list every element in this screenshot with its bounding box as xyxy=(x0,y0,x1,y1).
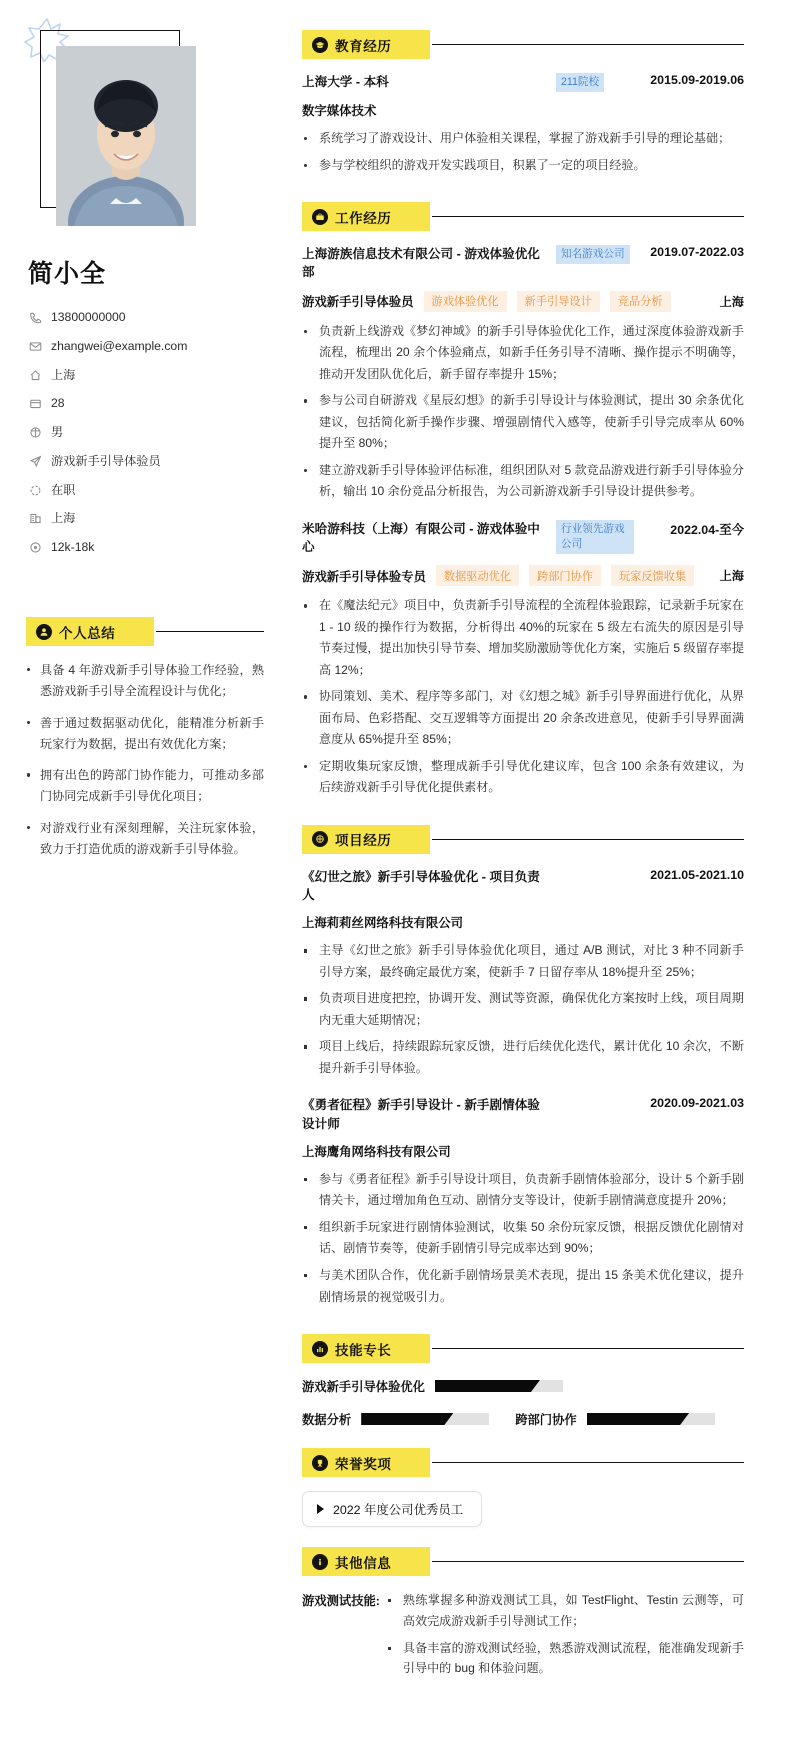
entry-header xyxy=(302,245,744,282)
chart-icon xyxy=(312,1341,328,1357)
contact-value: 上海 xyxy=(51,367,76,382)
honor-list xyxy=(302,1491,744,1527)
list-item: 负责项目进度把控，协调开发、测试等资源，确保优化方案按时上线，项目周期内无重大延期情况； xyxy=(302,988,744,1031)
contact-value: 在职 xyxy=(51,482,76,497)
section-work xyxy=(302,202,744,799)
target-icon xyxy=(28,454,42,468)
skill-progress-fill xyxy=(587,1413,689,1425)
section-header-box xyxy=(302,825,430,854)
work-entry xyxy=(302,245,744,503)
project-company: 上海莉莉丝网络科技有限公司 xyxy=(302,916,464,931)
section-skills xyxy=(302,1334,744,1428)
entry-header xyxy=(302,73,744,92)
summary-list xyxy=(26,660,264,859)
list-item: 组织新手玩家进行剧情体验测试，收集 50 余份玩家反馈，根据反馈优化剧情对话、剧情节奏等，使新手剧情引导完成率达到 90%； xyxy=(302,1217,744,1260)
list-item: 在《魔法纪元》项目中，负责新手引导流程的全流程体验跟踪，记录新手玩家在 1 - 10 级的操作行为数据，分析得出 40%的玩家在 5 级左右流失的原因是引导节奏过慢，提出加快引导节奏、增加奖励激励等优化方案，实施后 5 级留存率提高 12%； xyxy=(302,595,744,681)
project-entry xyxy=(302,868,744,1080)
section-header-other xyxy=(302,1547,744,1576)
list-item: 系统学习了游戏设计、用户体验相关课程，掌握了游戏新手引导的理论基础； xyxy=(302,128,744,150)
list-item: 参与学校组织的游戏开发实践项目，积累了一定的项目经验。 xyxy=(302,155,744,177)
section-title: 项目经历 xyxy=(335,833,392,849)
list-item: 熟练掌握多种游戏测试工具，如 TestFlight、Testin 云测等，可高效完成游戏新手引导测试工作； xyxy=(386,1590,744,1632)
home-icon xyxy=(28,368,42,382)
other-info-row xyxy=(302,1590,744,1685)
skill-item xyxy=(302,1410,489,1428)
skill-tag: 跨部门协作 xyxy=(529,565,601,586)
contact-phone xyxy=(28,310,264,325)
graduation-icon xyxy=(312,37,328,53)
section-rule xyxy=(432,1348,744,1349)
list-item: 建立游戏新手引导体验评估标准，组织团队对 5 款竞品游戏进行新手引导体验分析，输出 10 余份竞品分析报告，为公司新游戏新手引导设计提供参考。 xyxy=(302,460,744,503)
section-header-honors xyxy=(302,1448,744,1477)
skill-tag: 游戏体验优化 xyxy=(424,291,507,312)
status-icon xyxy=(28,483,42,497)
skill-tag: 新手引导设计 xyxy=(517,291,600,312)
contact-gender xyxy=(28,425,264,440)
entry-date: 2022.04-至今 xyxy=(670,522,744,537)
entry-date: 2020.09-2021.03 xyxy=(650,1096,744,1111)
contact-age xyxy=(28,396,264,411)
skill-label: 游戏新手引导体验优化 xyxy=(302,1380,425,1395)
contact-value: 上海 xyxy=(51,511,76,526)
calendar-icon xyxy=(28,397,42,411)
entry-meta xyxy=(302,565,744,586)
contact-value: zhangwei@example.com xyxy=(51,338,188,353)
section-header-box xyxy=(302,1448,430,1477)
skill-label: 跨部门协作 xyxy=(515,1413,577,1428)
contact-value: 13800000000 xyxy=(51,310,126,324)
section-rule xyxy=(156,631,264,632)
briefcase-icon xyxy=(312,209,328,225)
city-icon xyxy=(28,512,42,526)
entry-date: 2021.05-2021.10 xyxy=(650,867,744,882)
list-item: 定期收集玩家反馈，整理成新手引导优化建议库，包含 100 余条有效建议，为后续游戏新手引导优化提供素材。 xyxy=(302,756,744,799)
section-header-work xyxy=(302,202,744,231)
project-icon xyxy=(312,831,328,847)
avatar xyxy=(56,46,196,226)
other-bullets xyxy=(386,1590,744,1679)
list-item: 具备 4 年游戏新手引导体验工作经验，熟悉游戏新手引导全流程设计与优化； xyxy=(26,660,264,702)
contact-list xyxy=(28,310,264,555)
other-info-body xyxy=(386,1590,744,1685)
section-rule xyxy=(432,1462,744,1463)
list-item: 项目上线后，持续跟踪玩家反馈，进行后续优化迭代，累计优化 10 余次，不断提升新手引导体验。 xyxy=(302,1036,744,1079)
company-badge: 行业领先游戏公司 xyxy=(556,520,634,554)
section-honors xyxy=(302,1448,744,1527)
section-header-box xyxy=(302,30,430,59)
school-name: 上海大学 - 本科 xyxy=(302,75,389,89)
section-header-skills xyxy=(302,1334,744,1363)
section-rule xyxy=(432,44,744,45)
honor-label: 2022 年度公司优秀员工 xyxy=(333,1503,464,1518)
contact-salary xyxy=(28,540,264,555)
info-icon xyxy=(312,1554,328,1570)
section-title: 教育经历 xyxy=(335,38,392,54)
skill-progress-fill xyxy=(361,1413,453,1425)
section-title: 个人总结 xyxy=(59,625,116,641)
list-item: 具备丰富的游戏测试经验，熟悉游戏测试流程，能准确发现新手引导中的 bug 和体验问题。 xyxy=(386,1638,744,1680)
section-header-box xyxy=(302,1334,430,1363)
list-item: 主导《幻世之旅》新手引导体验优化项目，通过 A/B 测试，对比 3 种不同新手引导方案，最终确定最优方案，使新手 7 日留存率从 18%提升至 25%； xyxy=(302,940,744,983)
contact-value: 男 xyxy=(51,425,64,439)
section-header-box xyxy=(302,202,430,231)
skill-progress-bar xyxy=(361,1413,489,1425)
contact-home xyxy=(28,368,264,383)
section-header-projects xyxy=(302,825,744,854)
page-title: 简小全 xyxy=(28,260,107,288)
trophy-icon xyxy=(312,1455,328,1471)
section-other-info xyxy=(302,1547,744,1685)
skill-progress-bar xyxy=(435,1380,563,1392)
list-item: 与美术团队合作，优化新手剧情场景美术表现，提出 15 条美术优化建议，提升剧情场景的视觉吸引力。 xyxy=(302,1265,744,1308)
skill-tag: 竞品分析 xyxy=(610,291,671,312)
project-bullets xyxy=(302,940,744,1079)
work-bullets xyxy=(302,321,744,503)
section-summary xyxy=(26,617,264,859)
project-entry xyxy=(302,1096,744,1308)
phone-icon xyxy=(28,311,42,325)
gender-icon xyxy=(28,426,42,440)
skill-tag: 数据驱动优化 xyxy=(436,565,519,586)
contact-value: 28 xyxy=(51,396,65,411)
section-header-box xyxy=(302,1547,430,1576)
skill-label: 数据分析 xyxy=(302,1413,352,1428)
company-name: 米哈游科技（上海）有限公司 - 游戏体验中心 xyxy=(302,521,540,554)
section-rule xyxy=(432,1561,744,1562)
salary-icon xyxy=(28,541,42,555)
list-item: 负责新上线游戏《梦幻神域》的新手引导体验优化工作，通过深度体验游戏新手流程，梳理出 20 余个体验痛点，如新手任务引导不清晰、操作提示不明确等，推动开发团队优化后，新手留存率提升 15%； xyxy=(302,321,744,386)
list-item: 拥有出色的跨部门协作能力，可推动多部门协同完成新手引导优化项目； xyxy=(26,765,264,807)
entry-date: 2019.07-2022.03 xyxy=(650,245,744,260)
contact-value: 12k-18k xyxy=(51,540,95,554)
project-name: 《幻世之旅》新手引导体验优化 - 项目负责人 xyxy=(302,869,540,903)
entry-header xyxy=(302,868,744,905)
list-item: 参与公司自研游戏《星辰幻想》的新手引导设计与体验测试，提出 30 余条优化建议，包括简化新手操作步骤、增强剧情代入感等，使新手引导完成率从 60% 提升至 80%； xyxy=(302,390,744,455)
job-location: 上海 xyxy=(719,294,744,309)
education-entry xyxy=(302,73,744,176)
skill-progress-bar xyxy=(587,1413,715,1425)
main-content xyxy=(290,0,794,1741)
work-entry xyxy=(302,520,744,799)
other-info-label: 游戏测试技能: xyxy=(302,1594,380,1609)
status-badge: 211院校 xyxy=(556,73,604,92)
user-icon xyxy=(36,624,52,640)
entry-meta xyxy=(302,291,744,312)
skill-item xyxy=(302,1377,563,1395)
section-title: 其他信息 xyxy=(335,1555,392,1571)
job-title: 游戏新手引导体验专员 xyxy=(302,569,426,584)
entry-header xyxy=(302,1096,744,1133)
contact-email xyxy=(28,339,264,354)
education-bullets xyxy=(302,128,744,176)
honor-card[interactable] xyxy=(302,1491,482,1527)
section-title: 荣誉奖项 xyxy=(335,1456,392,1472)
list-item: 对游戏行业有深刻理解，关注玩家体验，致力于打造优质的游戏新手引导体验。 xyxy=(26,818,264,860)
section-header-education xyxy=(302,30,744,59)
section-header-box xyxy=(26,617,154,646)
section-projects xyxy=(302,825,744,1308)
job-title: 游戏新手引导体验员 xyxy=(302,295,414,310)
contact-city xyxy=(28,511,264,526)
work-bullets xyxy=(302,595,744,799)
section-education xyxy=(302,30,744,176)
project-company: 上海鹰角网络科技有限公司 xyxy=(302,1144,451,1159)
photo-block xyxy=(48,38,196,226)
company-name: 上海游族信息技术有限公司 - 游戏体验优化部 xyxy=(302,247,540,280)
skill-tag: 玩家反馈收集 xyxy=(611,565,694,586)
project-bullets xyxy=(302,1169,744,1308)
contact-status xyxy=(28,483,264,498)
list-item: 参与《勇者征程》新手引导设计项目，负责新手剧情体验部分，设计 5 个新手剧情关卡，通过增加角色互动、剧情分支等设计，使新手剧情满意度提升 20%； xyxy=(302,1169,744,1212)
entry-date: 2015.09-2019.06 xyxy=(650,73,744,87)
play-triangle-icon xyxy=(317,1504,324,1514)
skill-item xyxy=(515,1410,715,1428)
section-title: 工作经历 xyxy=(335,210,392,226)
section-title: 技能专长 xyxy=(335,1342,392,1358)
section-rule xyxy=(432,839,744,840)
contact-value: 游戏新手引导体验员 xyxy=(51,453,161,468)
mail-icon xyxy=(28,339,42,353)
skill-progress-fill xyxy=(435,1380,540,1392)
entry-header xyxy=(302,520,744,557)
left-sidebar xyxy=(0,0,290,1741)
major-name: 数字媒体技术 xyxy=(302,104,377,119)
section-rule xyxy=(432,216,744,217)
list-item: 协同策划、美术、程序等多部门，对《幻想之城》新手引导界面进行优化，从界面布局、色彩搭配、交互逻辑等方面提出 20 余条改进意见，使新手引导界面满意度从 65%提升至 85%； xyxy=(302,686,744,751)
contact-position xyxy=(28,454,264,469)
company-badge: 知名游戏公司 xyxy=(556,245,630,264)
job-location: 上海 xyxy=(719,569,744,584)
project-name: 《勇者征程》新手引导设计 - 新手剧情体验设计师 xyxy=(302,1098,540,1131)
list-item: 善于通过数据驱动优化，能精准分析新手玩家行为数据，提出有效优化方案； xyxy=(26,713,264,755)
skill-list xyxy=(302,1377,744,1428)
section-header-summary xyxy=(26,617,264,646)
